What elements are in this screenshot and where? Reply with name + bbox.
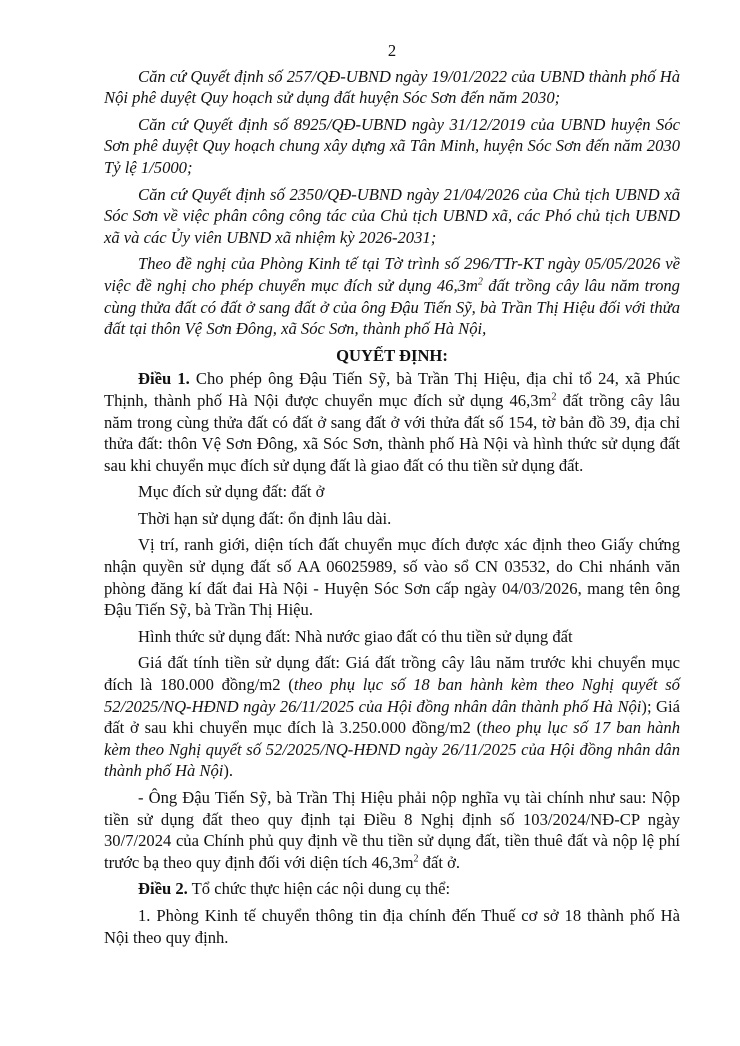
article-2-label: Điều 2. <box>138 879 188 899</box>
land-duration: Thời hạn sử dụng đất: ổn định lâu dài. <box>138 508 392 528</box>
preamble-paragraph-1: Căn cứ Quyết định số 257/QĐ-UBND ngày 19/01/2022 của UBND thành phố Hà Nội phê duyệt Quy hoạch sử dụng đất huyện Sóc Sơn đến năm 2030; <box>104 66 680 108</box>
document-page <box>104 40 680 953</box>
article-2-item-1: 1. Phòng Kinh tế chuyển thông tin địa chính đến Thuế cơ sở 18 thành phố Hà Nội theo quy định. <box>104 905 680 947</box>
price-reference-2: theo phụ lục số 17 ban hành kèm theo Nghị quyết số 52/2025/NQ-HĐND ngày 26/11/2025 của Hội đồng nhân dân thành phố Hà Nội <box>104 718 680 781</box>
article-1-text-2: đất trồng cây lâu năm trong cùng thửa đất có đất ở sang đất ở với thửa đất số 154, tờ bản đồ 39, địa chỉ thửa đất: thôn Vệ Sơn Đông, xã Sóc Sơn, thành phố Hà Nội và hình thức sử dụng đất sau khi chuyển mục đích sử dụng đất là giao đất có thu tiền sử dụng đất. <box>104 390 680 475</box>
article-1-superscript: 2 <box>551 391 557 403</box>
decision-title: QUYẾT ĐỊNH: <box>336 345 448 365</box>
proposal-superscript: 2 <box>477 276 483 288</box>
land-use-form: Hình thức sử dụng đất: Nhà nước giao đất có thu tiền sử dụng đất <box>138 626 573 646</box>
financial-obligation <box>104 787 680 873</box>
proposal-paragraph <box>104 253 680 339</box>
price-text-2: ); Giá đất ở sau khi chuyển mục đích là 3.250.000 đồng/m2 ( <box>104 696 680 738</box>
preamble-paragraph-3: Căn cứ Quyết định số 2350/QĐ-UBND ngày 21/04/2026 của Chủ tịch UBND xã Sóc Sơn về việc phân công công tác của Chủ tịch UBND xã, các Phó chủ tịch UBND xã và các Ủy viên UBND xã nhiệm kỳ 2026-2031; <box>104 184 680 247</box>
proposal-text-1: Theo đề nghị của Phòng Kinh tế tại Tờ trình số 296/TTr-KT ngày 05/05/2026 về việc đề nghị cho phép chuyển mục đích sử dụng 46,3m <box>104 254 680 295</box>
land-purpose: Mục đích sử dụng đất: đất ở <box>138 482 325 502</box>
article-1-text-1: Cho phép ông Đậu Tiến Sỹ, bà Trần Thị Hiệu, địa chỉ tổ 24, xã Phúc Thịnh, thành phố Hà Nội được chuyển mục đích sử dụng 46,3m <box>104 369 680 410</box>
article-1-label: Điều 1. <box>138 369 190 389</box>
proposal-text-2: đất trồng cây lâu năm trong cùng thửa đất có đất ở sang đất ở của ông Đậu Tiến Sỹ, bà Trần Thị Hiệu đối với thửa đất tại thôn Vệ Sơn Đông, xã Sóc Sơn, thành phố Hà Nội, <box>104 275 680 339</box>
obligation-superscript: 2 <box>413 853 419 865</box>
preamble-paragraph-2: Căn cứ Quyết định số 8925/QĐ-UBND ngày 31/12/2019 của UBND huyện Sóc Sơn phê duyệt Quy hoạch chung xây dựng xã Tân Minh, huyện Sóc Sơn đến năm 2030 Tỷ lệ 1/5000; <box>104 114 680 177</box>
page-number: 2 <box>387 41 397 60</box>
article-2-paragraph <box>104 878 680 900</box>
land-price-paragraph <box>104 652 680 782</box>
article-2-text: Tổ chức thực hiện các nội dung cụ thể: <box>187 879 451 899</box>
price-text-3: ). <box>223 761 234 781</box>
obligation-text-1: - Ông Đậu Tiến Sỹ, bà Trần Thị Hiệu phải nộp nghĩa vụ tài chính như sau: Nộp tiền sử dụng đất theo quy định tại Điều 8 Nghị định số 103/2024/NĐ-CP ngày 30/7/2024 của Chính phủ quy định về thu tiền sử dụng đất, tiền thuê đất và nộp lệ phí trước bạ theo quy định đối với diện tích 46,3m <box>104 788 680 872</box>
price-reference-1: theo phụ lục số 18 ban hành kèm theo Nghị quyết số 52/2025/NQ-HĐND ngày 26/11/2025 của Hội đồng nhân dân thành phố Hà Nội <box>104 675 680 716</box>
land-location: Vị trí, ranh giới, diện tích đất chuyển mục đích được xác định theo Giấy chứng nhận quyền sử dụng đất số AA 06025989, số vào sổ CN 03532, do Chi nhánh văn phòng đăng kí đất đai Hà Nội - Huyện Sóc Sơn cấp ngày 04/03/2026, mang tên ông Đậu Tiến Sỹ, bà Trần Thị Hiệu. <box>104 535 680 620</box>
article-1-paragraph <box>104 368 680 476</box>
price-text-1: Giá đất tính tiền sử dụng đất: Giá đất trồng cây lâu năm trước khi chuyển mục đích là 180.000 đồng/m2 ( <box>104 653 680 695</box>
obligation-text-2: đất ở. <box>418 852 461 872</box>
